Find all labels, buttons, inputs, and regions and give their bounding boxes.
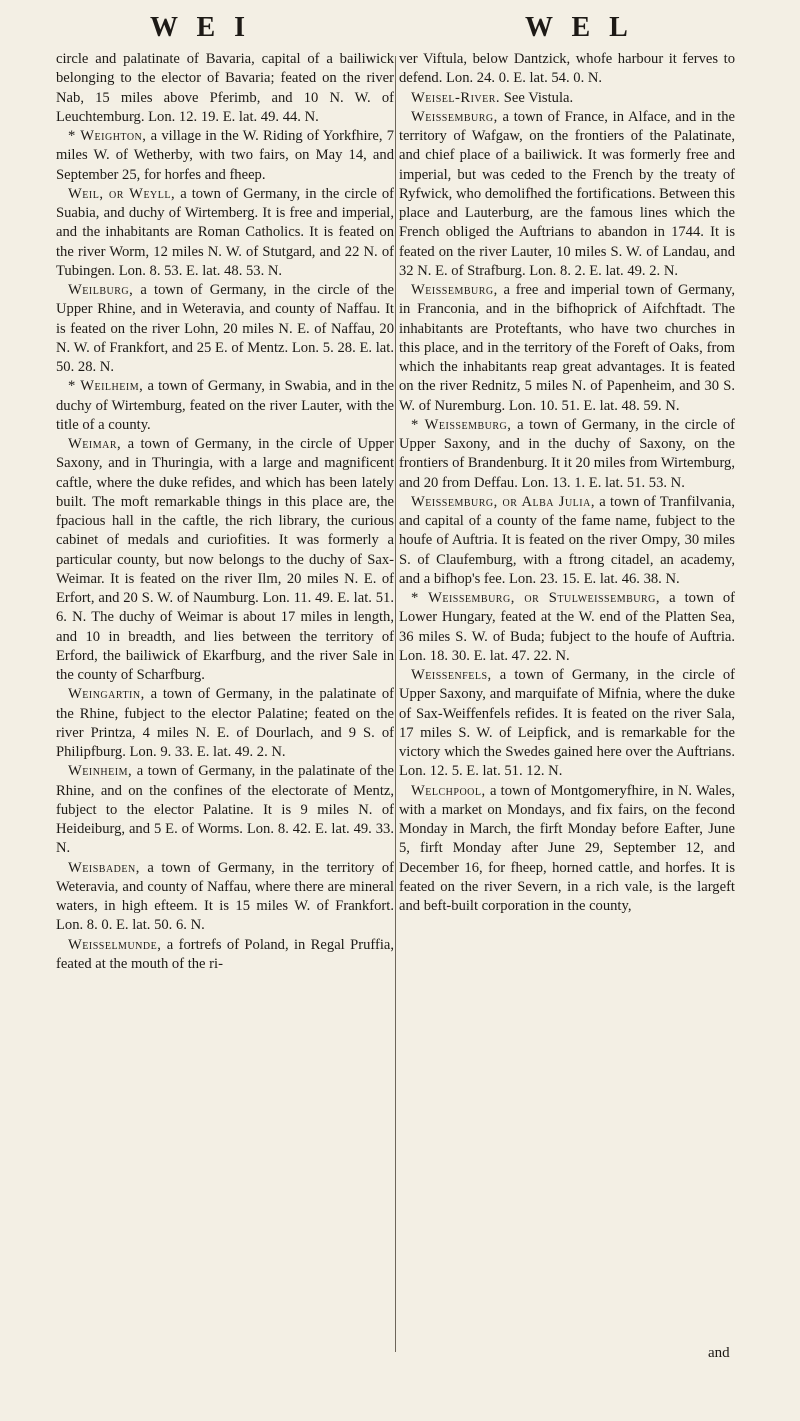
dictionary-entry	[399, 89, 735, 108]
dictionary-entry	[399, 589, 735, 666]
entry-text: a town of Germany, in the circle of Suabia, and duchy of Wirtemberg. It is free and imperial, and the inhabitants are Roman Catholics. It is feated on the river Worm, 12 miles N. W. of Stutgard, and 22 N. of Tubingen. Lon. 8. 53. E. lat. 48. 53. N.	[56, 185, 394, 279]
entry-headword: Weisbaden,	[68, 859, 140, 876]
entry-text: a town of Germany, in the circle of Upper Saxony, and in the duchy of Saxony, on the frontiers of Brandenburg. It it 20 miles from Wirtemburg, and 20 from Deffau. Lon. 13. 1. E. lat. 51. 53. N.	[399, 416, 735, 491]
dictionary-entry	[56, 377, 394, 435]
entry-headword: Weissemburg,	[411, 282, 498, 298]
running-head-left: W E I	[150, 12, 252, 43]
entry-headword: Weisselmunde,	[68, 936, 162, 953]
entry-headword: * Weighton,	[68, 128, 147, 144]
entry-headword: * Weissemburg, or Stulweissemburg,	[411, 590, 661, 606]
entry-text: ver Viftula, below Dantzick, whofe harbour it ferves to defend. Lon. 24. 0. E. lat. 54. 0. N.	[399, 51, 735, 87]
entry-text: a town of Germany, in the territory of Weteravia, and county of Naffau, where there are mineral waters, in high efteem. It is 15 miles W. of Frankfort. Lon. 8. 0. E. lat. 50. 6. N.	[56, 859, 395, 934]
entry-text: a town of Germany, in the palatinate of the Rhine, fubject to the elector Palatine; feated on the river Printza, 4 miles N. E. of Dourlach, and 9 S. of Philipfburg. Lon. 9. 33. E. lat. 49. 2. N.	[56, 686, 394, 760]
dictionary-entry	[56, 281, 394, 377]
dictionary-entry	[399, 493, 735, 589]
entry-text: a town of Germany, in the palatinate of the Rhine, and on the confines of the electorate of Mentz, fubject to the elector Palatine. It is 9 miles N. of Heideiburg, and 5 E. of Worms. Lon. 8. 42. E. lat. 49. 33. N.	[56, 763, 394, 857]
entry-headword: Welchpool,	[411, 782, 486, 799]
entry-text: a town of Lower Hungary, feated at the W. end of the Platten Sea, 36 miles S. W. of Buda; fubject to the houfe of Auftria. Lon. 18. 30. E. lat. 47. 22. N.	[399, 590, 735, 664]
entry-text: a village in the W. Riding of Yorkfhire, 7 miles W. of Wetherby, with two fairs, on May 14, and September 25, for horfes and fheep.	[56, 128, 394, 183]
dictionary-entry	[56, 435, 394, 685]
entry-text: a town of Germany, in the circle of Upper Saxony, and marquifate of Mifnia, where the duke of Sax-Weiffenfels refides. It is feated on the river Sala, 17 miles S. W. of Leipfick, and is remarkable for the victory which the Swedes gained here over the Auftrians. Lon. 12. 5. E. lat. 51. 12. N.	[399, 667, 735, 780]
entry-headword: * Weissemburg,	[411, 416, 512, 433]
entry-headword: Weinheim,	[68, 763, 133, 780]
entry-headword: Weissemburg,	[411, 108, 498, 125]
dictionary-entry	[399, 108, 735, 281]
dictionary-entry	[399, 281, 735, 416]
dictionary-entry	[399, 50, 735, 89]
entry-headword: * Weilheim,	[68, 378, 144, 395]
entry-headword: Weilburg,	[68, 282, 134, 298]
entry-text: a town of Germany, in the circle of Upper Saxony, and in Thuringia, with a large and magnificent caftle, where the duke refides, and which has been lately built. The moft remarkable things in this place are, the fpacious hall in the caftle, the rich library, the curious cabinet of medals and curiofities. It was formerly a particular county, but now belongs to the duchy of Sax-Weimar. It is feated on the river Ilm, 20 miles N. E. of Erfort, and 20 S. W. of Naumburg. Lon. 11. 49. E. lat. 51. 6. N. The duchy of Weimar is about 17 miles in length, and 10 in breadth, and lies between the territory of Erford, the bailiwick of Ekarfburg, and the river Sale in the county of Scharfburg.	[56, 436, 395, 683]
entry-headword: Weissenfels,	[411, 667, 492, 683]
dictionary-entry	[56, 127, 394, 185]
entry-text: a town of Germany, in the circle of the Upper Rhine, and in Weteravia, and county of Naffau. It is feated on the river Lohn, 20 miles N. E. of Naffau, 20 N. W. of Frankfort, and 25 E. of Mentz. Lon. 5. 28. E. lat. 50. 28. N.	[56, 282, 394, 375]
dictionary-entry	[399, 416, 735, 493]
catchword: and	[708, 1345, 730, 1361]
entry-text: a town of France, in Alface, and in the territory of Wafgaw, on the frontiers of the Palatinate, and chief place of a bailiwick. It was formerly free and imperial, but was ceded to the French by the treaty of Ryfwick, who demolifhed the fortifications. Between this place and Lauterburg, are the famous lines which the French obliged the Auftrians to abandon in 1744. It is feated on the river Lauter, 10 miles S. W. of Landau, and 32 N. E. of Strafburg. Lon. 8. 2. E. lat. 49. 2. N.	[399, 108, 735, 279]
right-column	[399, 50, 735, 916]
entry-headword: Weisel-River.	[411, 89, 501, 106]
entry-text: a fortrefs of Poland, in Regal Pruffia, feated at the mouth of the ri-	[56, 936, 394, 972]
dictionary-entry	[56, 50, 394, 127]
running-head-right: W E L	[525, 12, 634, 43]
dictionary-entry	[56, 185, 394, 281]
entry-headword: Weissemburg, or Alba Julia,	[411, 493, 595, 510]
entry-headword: Weingartin,	[68, 686, 145, 703]
entry-text: circle and palatinate of Bavaria, capital of a bailiwick belonging to the elector of Bavaria; feated on the river Nab, 15 miles above Pferimb, and 10 N. W. of Leuchtemburg. Lon. 12. 19. E. lat. 49. 44. N.	[56, 51, 394, 125]
dictionary-entry	[399, 782, 735, 917]
left-column	[56, 50, 394, 974]
entry-text: a town of Montgomeryfhire, in N. Wales, with a market on Mondays, and fix fairs, on the fecond Monday in March, the firft Monday before Eafter, June 5, firft Monday after June 29, September 12, and December 16, for fheep, horned cattle, and horfes. It is feated on the river Severn, in a rich vale, is the largeft and beft-built corporation in the county,	[399, 782, 735, 914]
entry-text: a free and imperial town of Germany, in Franconia, and in the bifhoprick of Aifchftadt. The inhabitants are Proteftants, who have two churches in this place, and in the territory of the Foreft of Oaks, from which the inhabitants reap great advantages. It is feated on the river Rednitz, 5 miles N. of Papenheim, and 30 S. W. of Nuremburg. Lon. 10. 51. E. lat. 48. 59. N.	[399, 282, 735, 414]
entry-headword: Weil, or Weyll,	[68, 185, 176, 202]
dictionary-entry	[399, 666, 735, 782]
dictionary-entry	[56, 859, 394, 936]
column-divider	[395, 56, 396, 1352]
entry-text: a town of Germany, in Swabia, and in the duchy of Wirtemburg, feated on the river Lauter, with the title of a county.	[56, 378, 394, 433]
dictionary-entry	[56, 762, 394, 858]
dictionary-entry	[56, 936, 394, 975]
entry-headword: Weimar,	[68, 436, 122, 452]
entry-text: a town of Tranfilvania, and capital of a county of the fame name, fubject to the houfe of Auftria. It is feated on the river Ompy, 30 miles S. of Claufemburg, with a ftrong citadel, an academy, and a bifhop's fee. Lon. 23. 15. E. lat. 46. 38. N.	[399, 493, 735, 587]
dictionary-entry	[56, 685, 394, 762]
entry-text: See Vistula.	[503, 89, 574, 106]
